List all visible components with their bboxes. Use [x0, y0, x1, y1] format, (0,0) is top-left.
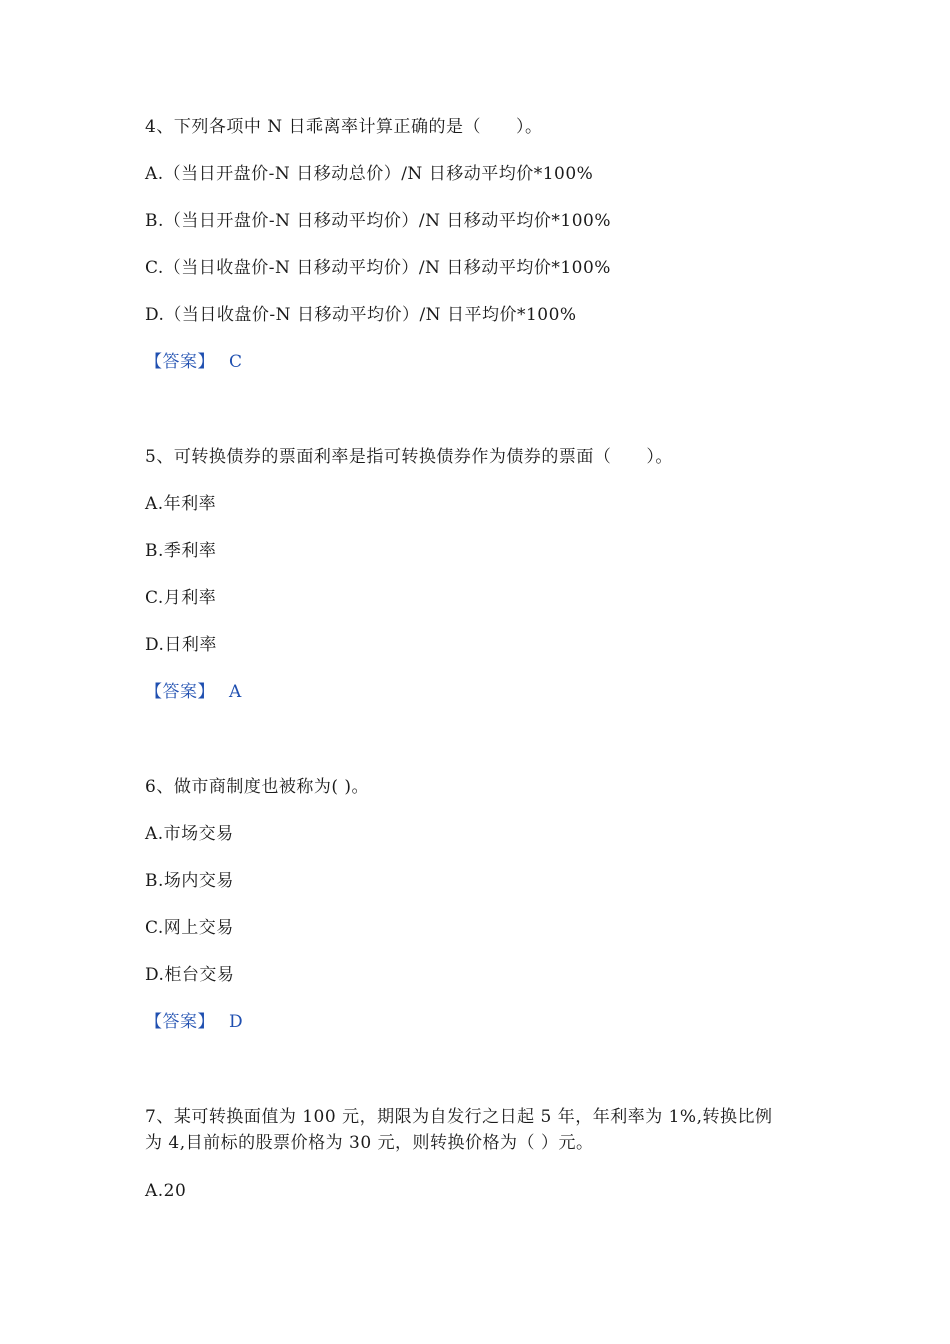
question-4-option-d: D.（当日收盘价-N 日移动平均价）/N 日平均价*100% [145, 305, 577, 325]
question-5-option-a: A.年利率 [145, 494, 217, 514]
question-6-answer [145, 1011, 243, 1033]
question-5-answer [145, 681, 242, 703]
question-4-answer [145, 351, 243, 373]
question-4-stem: 4、下列各项中 N 日乖离率计算正确的是（ ）。 [145, 117, 543, 137]
answer-label: 【答案】 [145, 1012, 215, 1032]
question-6-option-b: B.场内交易 [145, 871, 234, 891]
question-7-stem-line-1: 7、某可转换面值为 100 元，期限为自发行之日起 5 年，年利率为 1%,转换比例 [145, 1107, 773, 1127]
question-4-option-b: B.（当日开盘价-N 日移动平均价）/N 日移动平均价*100% [145, 211, 612, 231]
question-5-option-d: D.日利率 [145, 635, 217, 655]
question-5-stem: 5、可转换债券的票面利率是指可转换债券作为债券的票面（ ）。 [145, 447, 673, 467]
question-4-option-c: C.（当日收盘价-N 日移动平均价）/N 日移动平均价*100% [145, 258, 611, 278]
answer-value: D [229, 1012, 244, 1032]
question-6-option-a: A.市场交易 [145, 824, 234, 844]
question-4-option-a: A.（当日开盘价-N 日移动总价）/N 日移动平均价*100% [145, 164, 594, 184]
question-5-option-c: C.月利率 [145, 588, 217, 608]
question-5-option-b: B.季利率 [145, 541, 217, 561]
answer-label: 【答案】 [145, 352, 215, 372]
question-7-stem-line-2: 为 4,目前标的股票价格为 30 元，则转换价格为（ ）元。 [145, 1133, 594, 1153]
question-6-stem: 6、做市商制度也被称为( )。 [145, 777, 369, 797]
answer-value: C [229, 352, 243, 372]
answer-value: A [229, 682, 242, 702]
answer-label: 【答案】 [145, 682, 215, 702]
question-6-option-c: C.网上交易 [145, 918, 234, 938]
question-6-option-d: D.柜台交易 [145, 965, 235, 985]
question-7-option-a: A.20 [145, 1181, 187, 1201]
